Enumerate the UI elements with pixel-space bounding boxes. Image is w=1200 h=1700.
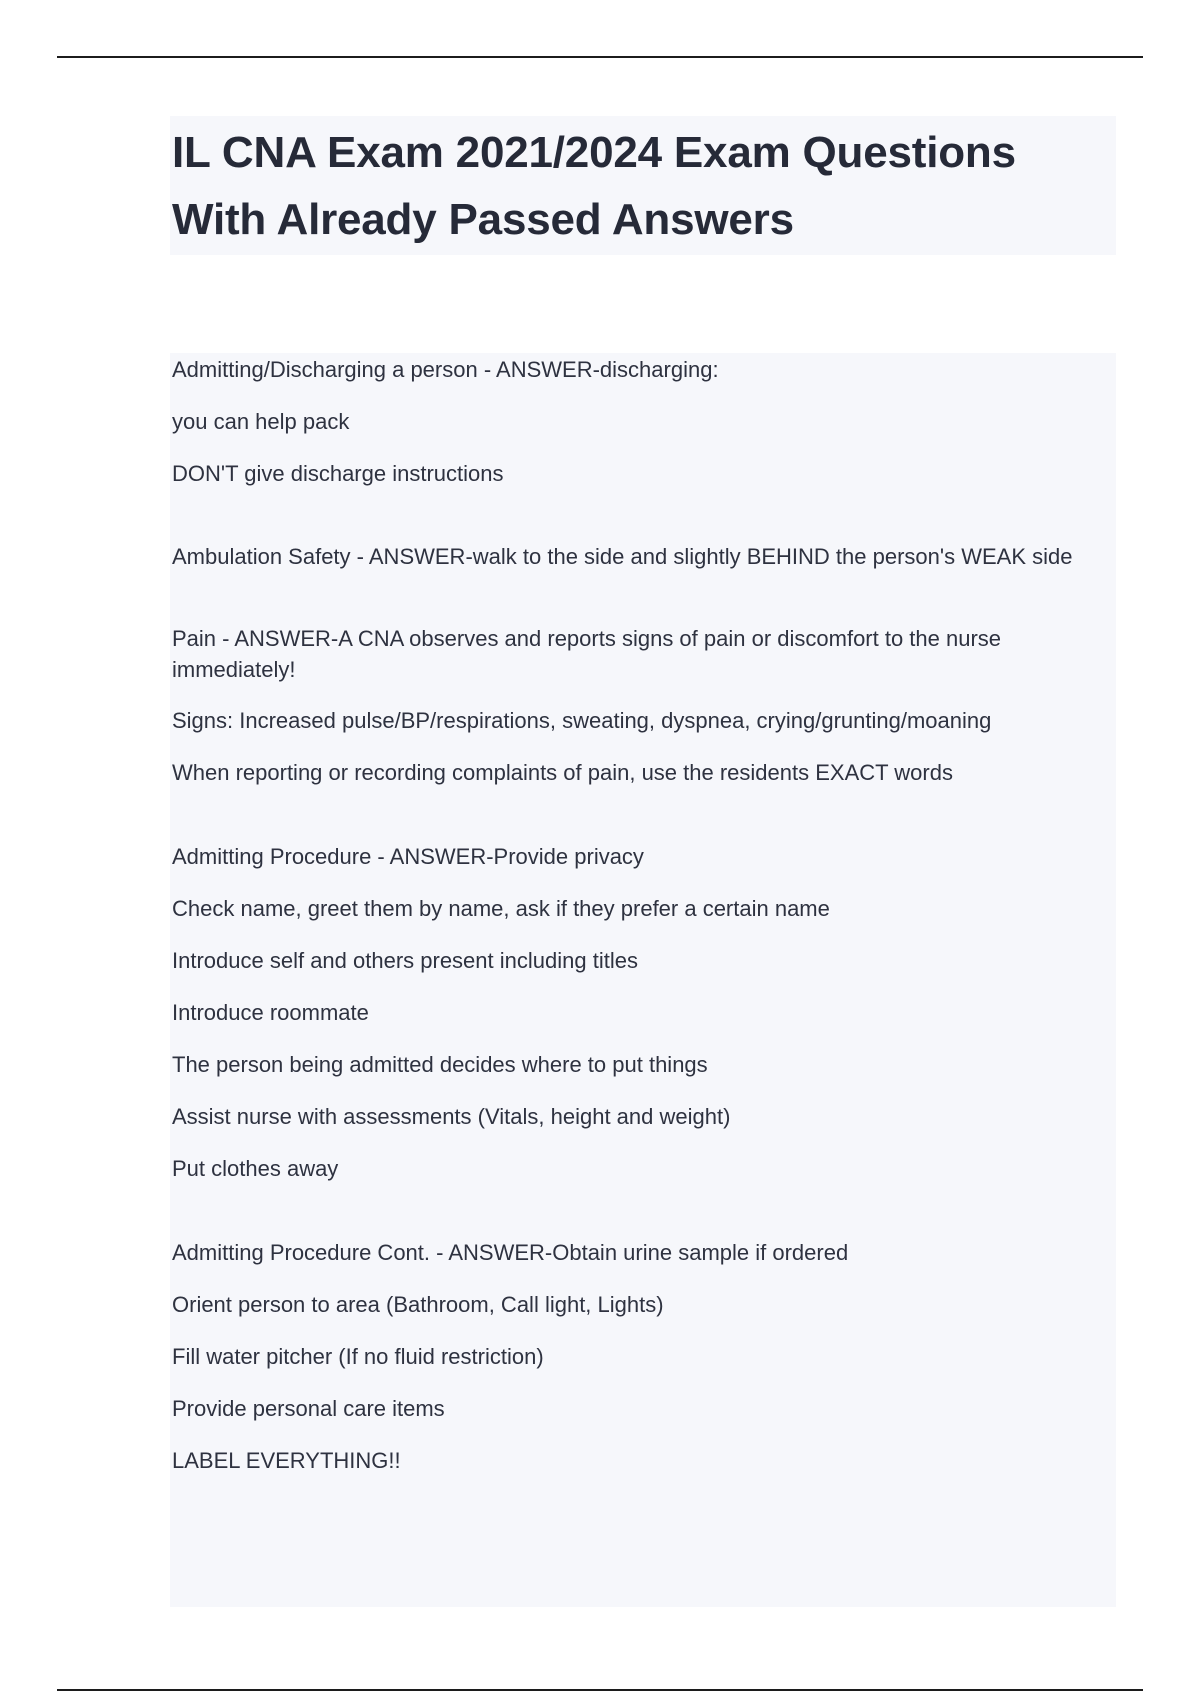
bottom-divider <box>57 1689 1143 1691</box>
qa-content <box>170 353 1116 1607</box>
qa-line: Put clothes away <box>172 1156 339 1181</box>
qa-line: When reporting or recording complaints of pain, use the residents EXACT words <box>172 760 953 785</box>
qa-entry-admitting-procedure <box>172 840 1114 1185</box>
qa-line: Check name, greet them by name, ask if they prefer a certain name <box>172 896 830 921</box>
qa-line: DON'T give discharge instructions <box>172 461 504 486</box>
qa-line: LABEL EVERYTHING!! <box>172 1448 401 1473</box>
qa-line: The person being admitted decides where to put things <box>172 1052 708 1077</box>
qa-line: Introduce self and others present including titles <box>172 948 638 973</box>
qa-line: Ambulation Safety - ANSWER-walk to the side and slightly BEHIND the person's WEAK side <box>172 544 1073 569</box>
document-title: IL CNA Exam 2021/2024 Exam Questions With Already Passed Answers <box>172 128 1016 244</box>
qa-entry-pain <box>172 623 1114 789</box>
qa-line: Provide personal care items <box>172 1396 445 1421</box>
qa-entry-admitting-discharging <box>172 353 1114 490</box>
qa-line: Introduce roommate <box>172 1000 369 1025</box>
qa-line: Admitting/Discharging a person - ANSWER-discharging: <box>172 357 719 382</box>
qa-line: Pain - ANSWER-A CNA observes and reports signs of pain or discomfort to the nurse immediately! <box>172 626 1002 682</box>
top-divider <box>57 56 1143 58</box>
qa-entry-admitting-procedure-cont <box>172 1236 1114 1477</box>
qa-line: Admitting Procedure - ANSWER-Provide privacy <box>172 844 644 869</box>
qa-line: Fill water pitcher (If no fluid restriction) <box>172 1344 544 1369</box>
title-block <box>170 116 1116 255</box>
qa-line: you can help pack <box>172 409 350 434</box>
qa-line: Admitting Procedure Cont. - ANSWER-Obtain urine sample if ordered <box>172 1240 849 1265</box>
qa-line: Assist nurse with assessments (Vitals, height and weight) <box>172 1104 731 1129</box>
qa-line: Signs: Increased pulse/BP/respirations, sweating, dyspnea, crying/grunting/moaning <box>172 708 992 733</box>
qa-line: Orient person to area (Bathroom, Call light, Lights) <box>172 1292 664 1317</box>
qa-entry-ambulation-safety <box>172 541 1114 572</box>
